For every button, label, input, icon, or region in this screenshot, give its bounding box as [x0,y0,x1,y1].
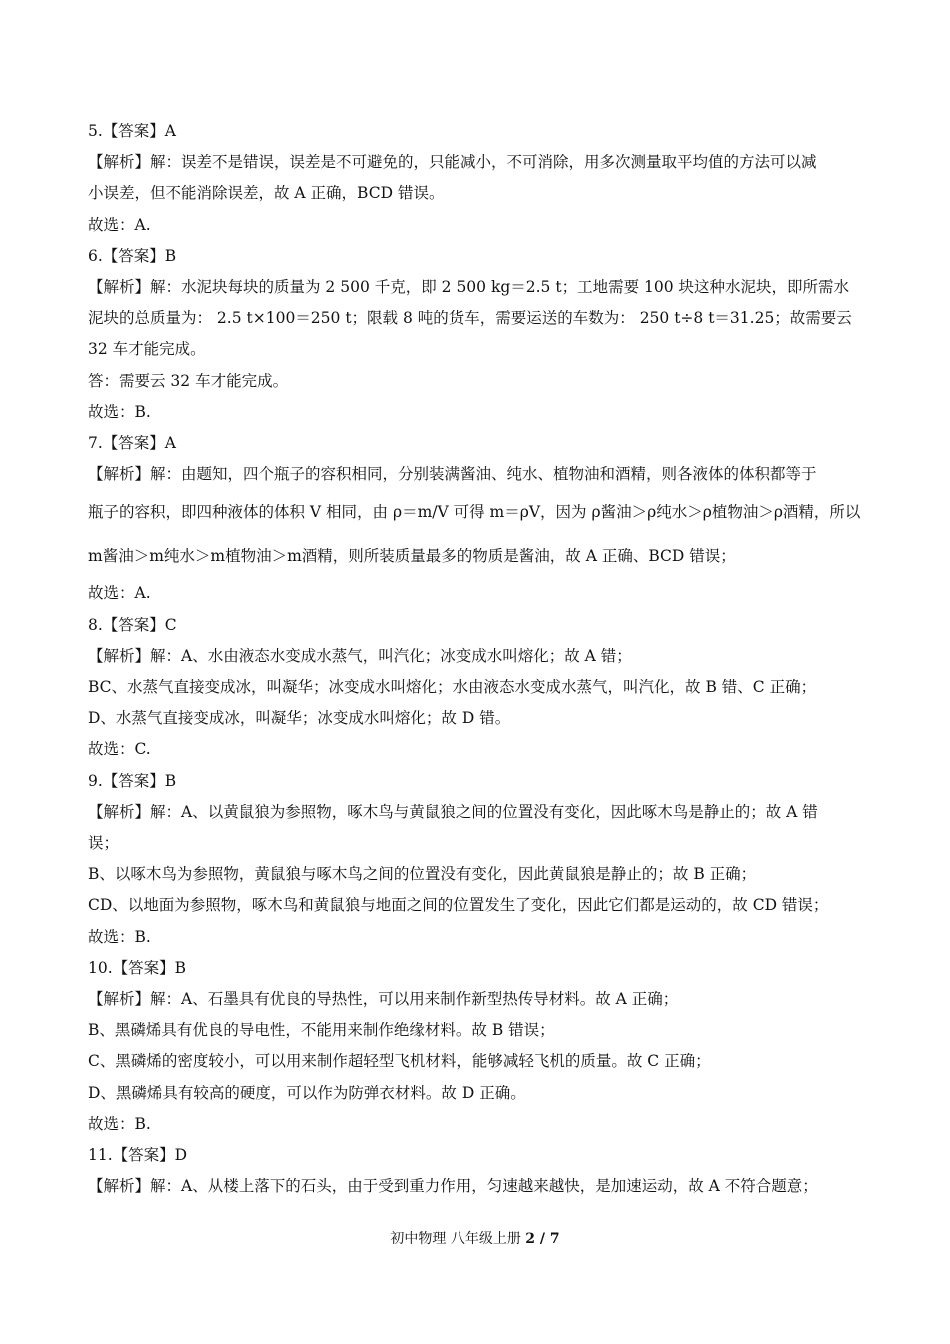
choice-text: 故选：B. [88,402,151,421]
analysis-text: CD、以地面为参照物，啄木鸟和黄鼠狼与地面之间的位置发生了变化，因此它们都是运动的，故 CD 错误； [88,896,829,915]
analysis-text: B、以啄木鸟为参照物，黄鼠狼与啄木鸟之间的位置没有变化，因此黄鼠狼是静止的；故 B 正确； [88,865,757,884]
answer-heading-6: 6.【答案】B [88,246,177,265]
choice-text: 故选：A. [88,215,151,234]
analysis-text: D、黑磷烯具有较高的硬度，可以作为防弹衣材料。故 D 正确。 [88,1083,526,1102]
analysis-text: 32 车才能完成。 [88,340,206,359]
choice-text: 故选：B. [88,927,151,946]
analysis-text: 【解析】解：A、以黄鼠狼为参照物，啄木鸟与黄鼠狼之间的位置没有变化，因此啄木鸟是静止的；故 A 错 [88,802,818,821]
answer-heading-9: 9.【答案】B [88,771,177,790]
analysis-text: B、黑磷烯具有优良的导电性，不能用来制作绝缘材料。故 B 错误； [88,1021,555,1040]
analysis-text: BC、水蒸气直接变成冰，叫凝华；冰变成水叫熔化；水由液态水变成水蒸气，叫汽化，故 B 错、C 正确； [88,678,817,697]
analysis-text: 泥块的总质量为： 2.5 t×100＝250 t；限载 8 吨的货车，需要运送的车数为： 250 t÷8 t＝31.25；故需要云 [88,309,852,328]
analysis-text: 【解析】解：A、从楼上落下的石头，由于受到重力作用，匀速越来越快，是加速运动，故 A 不符合题意； [88,1177,818,1196]
analysis-text: 【解析】解：由题知，四个瓶子的容积相同，分别装满酱油、纯水、植物油和酒精，则各液体的体积都等于 [88,465,817,484]
analysis-text: 【解析】解：误差不是错误，误差是不可避免的，只能减小，不可消除，用多次测量取平均值的方法可以减 [88,153,817,172]
analysis-text: C、黑磷烯的密度较小，可以用来制作超轻型飞机材料，能够减轻飞机的质量。故 C 正确； [88,1052,711,1071]
answer-heading-5: 5.【答案】A [88,122,176,140]
page-number: 2 / 7 [525,1231,560,1247]
analysis-text-formula: m酱油＞m纯水＞m植物油＞m酒精，则所装质量最多的物质是酱油，故 A 正确、BCD 错误； [88,547,736,566]
analysis-text: 误； [88,834,120,853]
analysis-text-formula: 瓶子的容积，即四种液体的体积 V 相同，由 ρ＝m/V 可得 m＝ρV，因为 ρ酱油＞ρ纯水＞ρ植物油＞ρ酒精，所以 [88,503,861,522]
answer-heading-8: 8.【答案】C [88,615,177,634]
analysis-text: D、水蒸气直接变成冰，叫凝华；冰变成水叫熔化；故 D 错。 [88,709,511,728]
answer-heading-7: 7.【答案】A [88,434,176,453]
choice-text: 故选：C. [88,740,151,759]
analysis-text: 【解析】解：水泥块每块的质量为 2 500 千克，即 2 500 kg＝2.5 t；工地需要 100 块这种水泥块，即所需水 [88,278,850,297]
choice-text: 故选：A. [88,584,151,603]
answer-heading-11: 11.【答案】D [88,1146,188,1165]
answer-heading-10: 10.【答案】B [88,958,187,977]
answer-text: 答：需要云 32 车才能完成。 [88,371,289,390]
analysis-text: 【解析】解：A、水由液态水变成水蒸气，叫汽化；冰变成水叫熔化；故 A 错； [88,646,632,665]
page-footer [0,1228,950,1248]
analysis-text: 小误差，但不能消除误差，故 A 正确，BCD 错误。 [88,184,445,203]
footer-title: 初中物理 八年级上册 [390,1231,521,1247]
answer-content [88,116,864,1203]
choice-text: 故选：B. [88,1114,151,1133]
analysis-text: 【解析】解：A、石墨具有优良的导热性，可以用来制作新型热传导材料。故 A 正确； [88,990,679,1009]
